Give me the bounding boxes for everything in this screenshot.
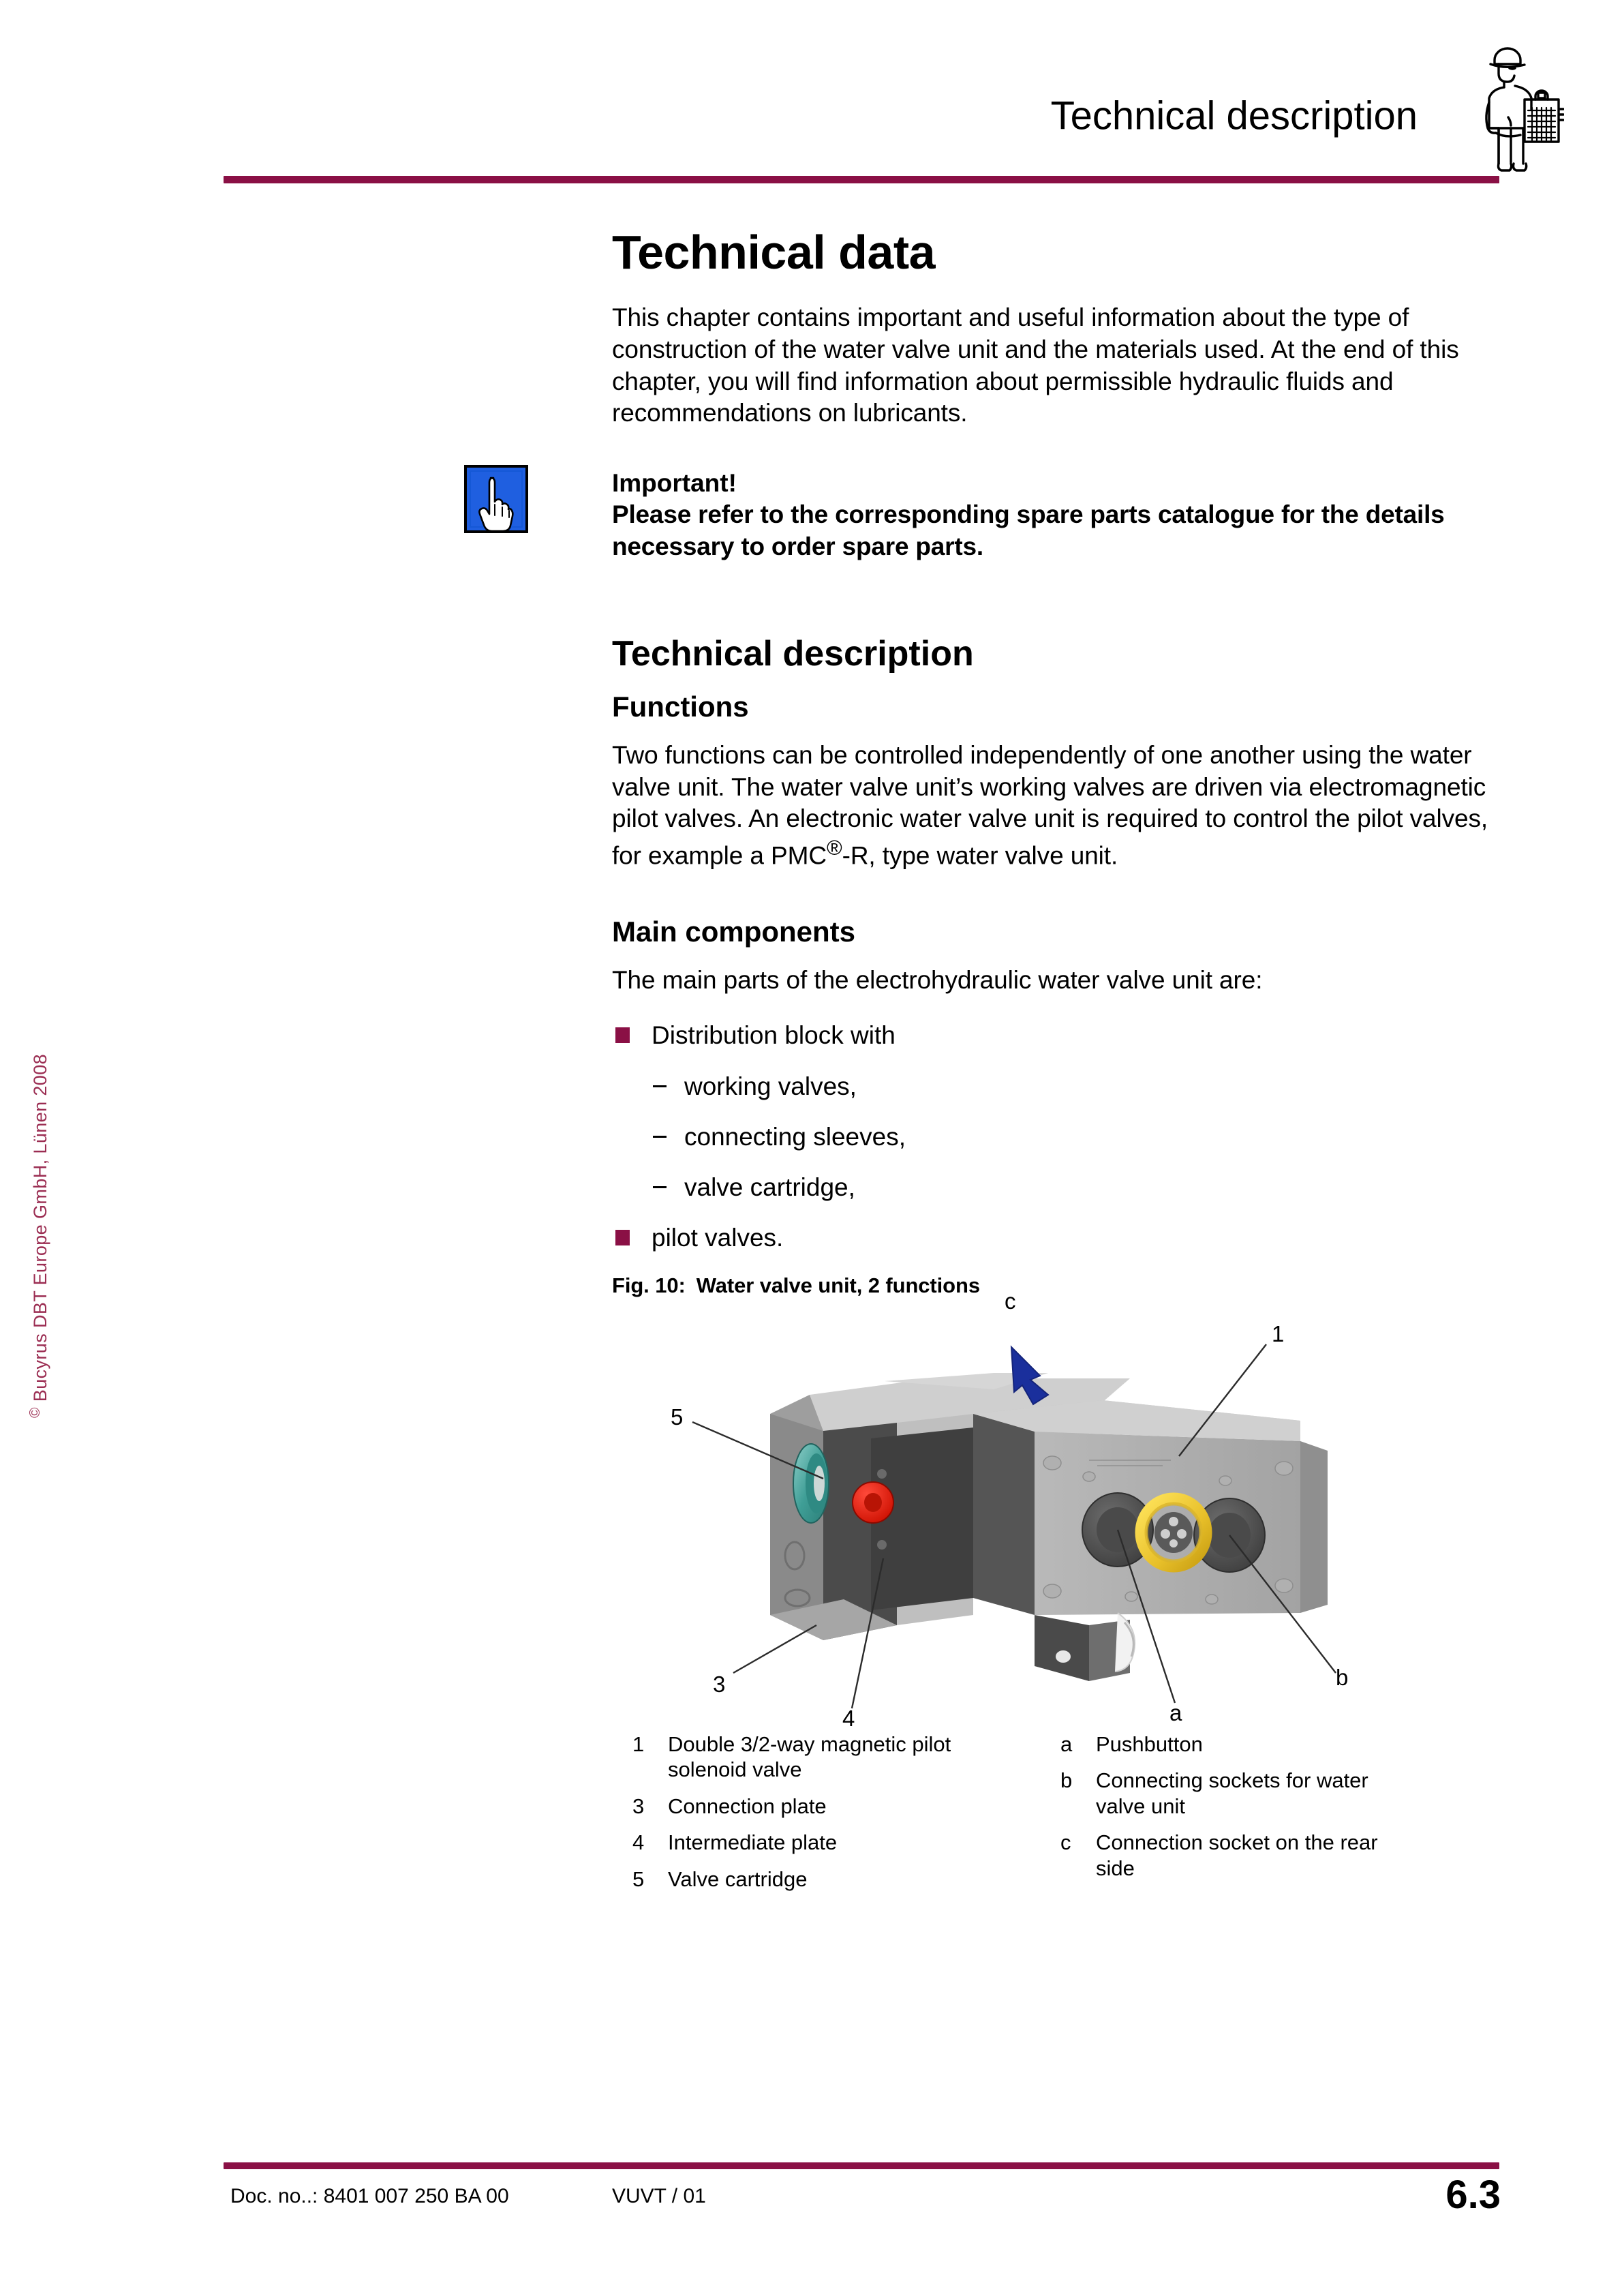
pointing-hand-icon: [463, 465, 529, 533]
legend-key: a: [1060, 1732, 1073, 1756]
worker-with-clipboard-icon: [1462, 34, 1564, 177]
legend-item: [632, 1867, 953, 1892]
registered-superscript: ®: [826, 836, 842, 860]
list-item: [652, 1121, 1505, 1153]
dash-bullet-icon: [653, 1186, 667, 1188]
square-bullet-icon: [615, 1230, 630, 1245]
legend-key: 1: [632, 1732, 645, 1756]
figure-callout-4: 4: [842, 1705, 855, 1731]
functions-text-a: Two functions can be controlled independently of one another using the water valve unit. The water valve unit’s working valves are driven via electromagnetic pilot valves. An electronic water valve unit is required to control the pilot valves, for example a PMC: [612, 740, 1488, 870]
footer-document-number: Doc. no..: 8401 007 250 BA 00: [230, 2185, 509, 2207]
figure-caption: [612, 1273, 1505, 1298]
figure-callout-5: 5: [671, 1404, 684, 1430]
header-title: Technical description: [1050, 93, 1418, 138]
main-components-list: [612, 1020, 1505, 1254]
list-item-label: valve cartridge,: [684, 1173, 855, 1202]
legend-text: Pushbutton: [1096, 1732, 1203, 1756]
legend-key: 5: [632, 1867, 645, 1891]
page-title: Technical data: [612, 226, 936, 279]
footer-rule: [224, 2162, 1499, 2169]
list-item: [612, 1222, 1505, 1254]
list-item-label: connecting sleeves,: [684, 1122, 906, 1151]
sidebar-copyright: [27, 1036, 51, 1418]
square-bullet-icon: [615, 1027, 630, 1043]
legend-text: Connection plate: [668, 1794, 827, 1818]
legend-key: 3: [632, 1794, 645, 1818]
legend-key: c: [1060, 1830, 1071, 1855]
note-body: Please refer to the corresponding spare parts catalogue for the details necessary to order spare parts.: [612, 500, 1445, 561]
main-components-sublist: [612, 1071, 1505, 1204]
copyright-text: Bucyrus DBT Europe GmbH, Lünen 2008: [30, 1053, 50, 1402]
legend-text: Valve cartridge: [668, 1867, 808, 1891]
footer-page-number: 6.3: [1445, 2173, 1501, 2217]
figure-caption-text: Water valve unit, 2 functions: [696, 1273, 980, 1297]
copyright-mark: ©: [27, 1407, 43, 1418]
figure-callout-c: c: [1005, 1288, 1016, 1314]
legend-item: [1060, 1732, 1381, 1757]
main-components-lead: The main parts of the electrohydraulic water valve unit are:: [612, 966, 1263, 995]
figure-callout-3: 3: [713, 1671, 726, 1697]
legend-item: [632, 1794, 953, 1819]
legend-item: [632, 1830, 953, 1856]
section-title: Technical description: [612, 634, 974, 674]
legend-text: Connecting sockets for water valve unit: [1096, 1768, 1368, 1818]
note-heading: Important!: [612, 469, 737, 498]
list-item-label: pilot valves.: [652, 1224, 784, 1252]
functions-heading: Functions: [612, 690, 749, 723]
dash-bullet-icon: [653, 1085, 667, 1087]
figure-callout-b: b: [1336, 1664, 1349, 1690]
figure-number: Fig. 10:: [612, 1273, 686, 1297]
list-item-label: Distribution block with: [652, 1021, 896, 1050]
legend-item: [632, 1732, 953, 1783]
legend-text: Intermediate plate: [668, 1830, 838, 1855]
legend-item: [1060, 1830, 1381, 1881]
figure-callout-a: a: [1169, 1700, 1182, 1725]
legend-item: [1060, 1768, 1381, 1819]
legend-text: Connection socket on the rear side: [1096, 1830, 1378, 1880]
legend-key: 4: [632, 1830, 645, 1855]
main-components-heading: Main components: [612, 916, 856, 948]
list-item: [652, 1071, 1505, 1102]
list-item-label: working valves,: [684, 1072, 857, 1100]
page-header: [0, 0, 1622, 198]
footer-revision: VUVT / 01: [612, 2185, 706, 2207]
legend-key: b: [1060, 1768, 1073, 1793]
list-item: [652, 1172, 1505, 1203]
legend-text: Double 3/2-way magnetic pilot solenoid valve: [668, 1732, 951, 1782]
legend-column-alpha: [1060, 1732, 1381, 1892]
main-content: [612, 226, 1505, 1891]
list-item: [612, 1020, 1505, 1051]
functions-paragraph: [612, 740, 1505, 873]
functions-text-b: -R, type water valve unit.: [842, 841, 1118, 870]
legend-column-numeric: [632, 1732, 953, 1903]
intro-paragraph: This chapter contains important and useful information about the type of construction of the water valve unit and the materials used. At the end of this chapter, you will find information about permissible hydraulic fluids and recommendations on lubricants.: [612, 303, 1459, 427]
dash-bullet-icon: [653, 1136, 667, 1138]
figure-water-valve-unit: [612, 1288, 1382, 1731]
header-rule: [224, 176, 1499, 183]
figure-legend: [632, 1732, 1437, 1891]
figure-callout-1: 1: [1272, 1320, 1285, 1346]
important-note: [612, 468, 1505, 577]
